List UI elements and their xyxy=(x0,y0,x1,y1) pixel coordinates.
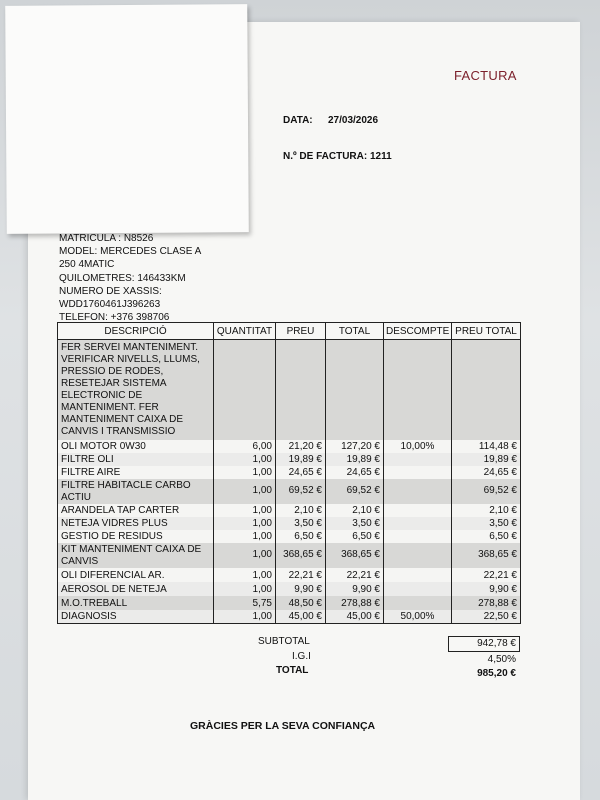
subtotal-label: SUBTOTAL xyxy=(258,636,310,647)
cell-discount xyxy=(384,340,452,440)
table-row xyxy=(58,453,521,466)
cell-discount xyxy=(384,582,452,596)
blank-paper-overlay xyxy=(5,4,249,234)
cell-final-price: 22,21 € xyxy=(452,568,521,582)
cell-discount xyxy=(384,453,452,466)
cell-description: AEROSOL DE NETEJA xyxy=(58,582,214,596)
column-header-total: TOTAL xyxy=(326,323,384,340)
cell-final-price: 3,50 € xyxy=(452,517,521,530)
table-row xyxy=(58,466,521,479)
cell-final-price: 24,65 € xyxy=(452,466,521,479)
cell-description: DIAGNOSIS xyxy=(58,610,214,624)
cell-quantity: 1,00 xyxy=(214,504,276,517)
cell-discount xyxy=(384,517,452,530)
cell-description: FILTRE OLI xyxy=(58,453,214,466)
table-row xyxy=(58,568,521,582)
cell-final-price: 69,52 € xyxy=(452,479,521,504)
cell-price: 2,10 € xyxy=(276,504,326,517)
table-row xyxy=(58,504,521,517)
cell-discount xyxy=(384,466,452,479)
subtotal-value: 942,78 € xyxy=(477,638,516,649)
cell-description: ARANDELA TAP CARTER xyxy=(58,504,214,517)
cell-discount xyxy=(384,530,452,543)
cell-price: 69,52 € xyxy=(276,479,326,504)
cell-quantity: 1,00 xyxy=(214,479,276,504)
cell-discount xyxy=(384,479,452,504)
vehicle-chassis-label: NUMERO DE XASSIS: xyxy=(59,285,162,297)
cell-price: 24,65 € xyxy=(276,466,326,479)
table-row xyxy=(58,543,521,568)
table-row xyxy=(58,610,521,624)
cell-total: 19,89 € xyxy=(326,453,384,466)
cell-quantity: 1,00 xyxy=(214,543,276,568)
vehicle-model-variant: 250 4MATIC xyxy=(59,259,115,271)
thanks-message: GRÀCIES PER LA SEVA CONFIANÇA xyxy=(190,720,376,732)
cell-price: 368,65 € xyxy=(276,543,326,568)
cell-discount xyxy=(384,596,452,610)
cell-quantity xyxy=(214,340,276,440)
cell-description: FILTRE HABITACLE CARBO ACTIU xyxy=(58,479,214,504)
cell-total: 278,88 € xyxy=(326,596,384,610)
cell-description: KIT MANTENIMENT CAIXA DE CANVIS xyxy=(58,543,214,568)
cell-description: FILTRE AIRE xyxy=(58,466,214,479)
column-header-quantity: QUANTITAT xyxy=(214,323,276,340)
table-row xyxy=(58,582,521,596)
cell-price: 3,50 € xyxy=(276,517,326,530)
cell-final-price: 22,50 € xyxy=(452,610,521,624)
cell-total: 127,20 € xyxy=(326,440,384,453)
cell-final-price: 6,50 € xyxy=(452,530,521,543)
cell-total xyxy=(326,340,384,440)
cell-quantity: 1,00 xyxy=(214,466,276,479)
cell-final-price: 19,89 € xyxy=(452,453,521,466)
cell-total: 2,10 € xyxy=(326,504,384,517)
cell-discount xyxy=(384,504,452,517)
date-value: 27/03/2026 xyxy=(328,115,379,126)
cell-quantity: 1,00 xyxy=(214,610,276,624)
cell-price: 22,21 € xyxy=(276,568,326,582)
cell-description: M.O.TREBALL xyxy=(58,596,214,610)
total-value: 985,20 € xyxy=(477,668,516,679)
table-row xyxy=(58,340,521,440)
cell-discount: 10,00% xyxy=(384,440,452,453)
cell-price: 45,00 € xyxy=(276,610,326,624)
cell-price xyxy=(276,340,326,440)
cell-discount xyxy=(384,568,452,582)
cell-price: 19,89 € xyxy=(276,453,326,466)
total-label: TOTAL xyxy=(276,665,309,676)
invoice-number-value: 1211 xyxy=(370,151,392,162)
table-row xyxy=(58,530,521,543)
cell-description: NETEJA VIDRES PLUS xyxy=(58,517,214,530)
vehicle-model: MODEL: MERCEDES CLASE A xyxy=(59,246,202,258)
igi-value: 4,50% xyxy=(487,654,516,665)
cell-quantity: 1,00 xyxy=(214,453,276,466)
invoice-number-label: N.º DE FACTURA: xyxy=(283,151,368,162)
cell-total: 22,21 € xyxy=(326,568,384,582)
table-row xyxy=(58,517,521,530)
vehicle-plate: MATRICULA : N8526 xyxy=(59,233,154,244)
cell-price: 48,50 € xyxy=(276,596,326,610)
cell-final-price: 9,90 € xyxy=(452,582,521,596)
cell-quantity: 5,75 xyxy=(214,596,276,610)
cell-final-price: 278,88 € xyxy=(452,596,521,610)
cell-total: 368,65 € xyxy=(326,543,384,568)
cell-description: OLI MOTOR 0W30 xyxy=(58,440,214,453)
cell-discount xyxy=(384,543,452,568)
cell-quantity: 1,00 xyxy=(214,582,276,596)
cell-quantity: 1,00 xyxy=(214,530,276,543)
cell-quantity: 1,00 xyxy=(214,517,276,530)
cell-quantity: 6,00 xyxy=(214,440,276,453)
cell-price: 9,90 € xyxy=(276,582,326,596)
cell-description: GESTIO DE RESIDUS xyxy=(58,530,214,543)
cell-description: FER SERVEI MANTENIMENT. VERIFICAR NIVELLS, LLUMS, PRESSIO DE RODES, RESETEJAR SISTEMA ELECTRONIC DE MANTENIMENT. FER MANTENIMENT CAIXA DE CANVIS I TRANSMISSIO xyxy=(58,340,214,440)
table-header-row xyxy=(58,323,521,340)
table-row xyxy=(58,596,521,610)
vehicle-mileage: QUILOMETRES: 146433KM xyxy=(59,272,186,284)
cell-final-price: 114,48 € xyxy=(452,440,521,453)
column-header-description: DESCRIPCIÓ xyxy=(58,323,214,340)
cell-total: 45,00 € xyxy=(326,610,384,624)
column-header-discount: DESCOMPTE xyxy=(384,323,452,340)
cell-final-price: 2,10 € xyxy=(452,504,521,517)
cell-final-price: 368,65 € xyxy=(452,543,521,568)
cell-price: 21,20 € xyxy=(276,440,326,453)
igi-label: I.G.I xyxy=(292,651,311,662)
cell-total: 6,50 € xyxy=(326,530,384,543)
date-label: DATA: xyxy=(283,115,313,126)
cell-price: 6,50 € xyxy=(276,530,326,543)
vehicle-chassis-number: WDD1760461J396263 xyxy=(59,299,161,311)
cell-total: 9,90 € xyxy=(326,582,384,596)
invoice-title: FACTURA xyxy=(454,68,517,83)
cell-final-price xyxy=(452,340,521,440)
invoice-items-table xyxy=(57,322,521,624)
table-row xyxy=(58,440,521,453)
table-row xyxy=(58,479,521,504)
cell-discount: 50,00% xyxy=(384,610,452,624)
column-header-final-price: PREU TOTAL xyxy=(452,323,521,340)
cell-quantity: 1,00 xyxy=(214,568,276,582)
vehicle-phone: TELEFON: +376 398706 xyxy=(59,312,170,324)
cell-description: OLI DIFERENCIAL AR. xyxy=(58,568,214,582)
column-header-price: PREU xyxy=(276,323,326,340)
cell-total: 24,65 € xyxy=(326,466,384,479)
vehicle-info xyxy=(59,232,201,324)
cell-total: 69,52 € xyxy=(326,479,384,504)
cell-total: 3,50 € xyxy=(326,517,384,530)
